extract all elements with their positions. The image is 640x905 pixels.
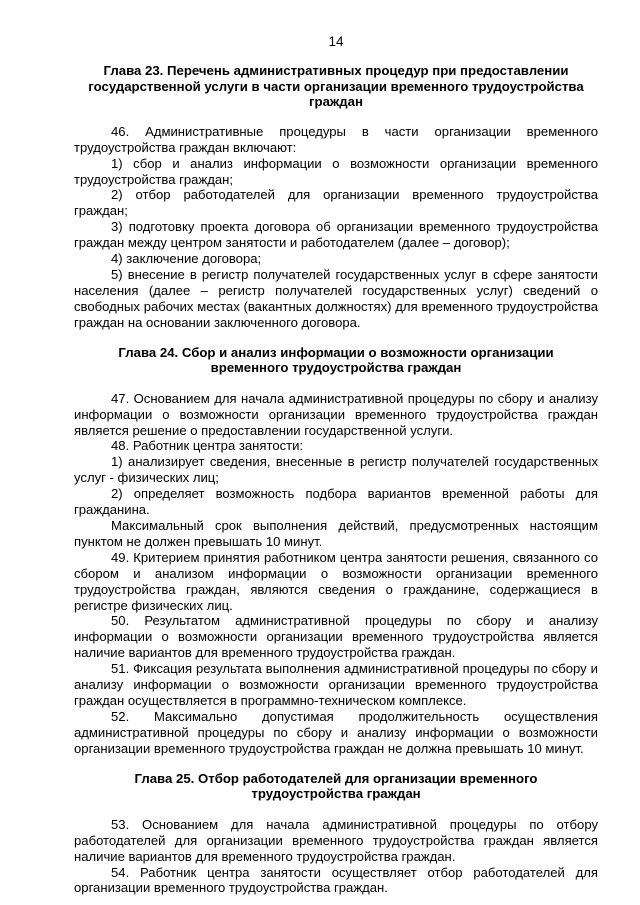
paragraph: 1) сбор и анализ информации о возможности организации временного трудоустройства граждан; <box>74 155 598 187</box>
paragraph: 1) анализирует сведения, внесенные в регистр получателей государственных услуг - физических лиц; <box>74 454 598 486</box>
document-page <box>74 34 598 896</box>
paragraph: 4) заключение договора; <box>111 251 262 267</box>
paragraph: 54. Работник центра занятости осуществляет отбор работодателей для организации временного трудоустройства граждан. <box>74 864 598 896</box>
paragraph: 46. Административные процедуры в части организации временного трудоустройства граждан включают: <box>74 123 598 155</box>
paragraph: 2) определяет возможность подбора вариантов временной работы для гражданина. <box>74 486 598 518</box>
paragraph: 53. Основанием для начала административной процедуры по отбору работодателей для организации временного трудоустройства граждан является наличие вариантов для временного трудоустройства граждан. <box>74 816 598 864</box>
page-number: 14 <box>328 34 344 49</box>
chapter-23-heading: Глава 23. Перечень административных процедур при предоставлении государственной услуги в части организации временного трудоустройства граждан <box>88 63 584 110</box>
paragraph: 52. Максимально допустимая продолжительность осуществления административной процедуры по сбору и анализу информации о возможности организации временного трудоустройства граждан не должна превышать 10 минут. <box>74 708 598 756</box>
chapter-25-heading: Глава 25. Отбор работодателей для организации временного трудоустройства граждан <box>134 770 538 802</box>
paragraph: Максимальный срок выполнения действий, предусмотренных настоящим пунктом не должен превышать 10 минут. <box>74 518 598 549</box>
paragraph: 47. Основанием для начала административной процедуры по сбору и анализу информации о возможности организации временного трудоустройства граждан является решение о предоставлении государственной услуги. <box>74 390 598 438</box>
paragraph: 51. Фиксация результата выполнения административной процедуры по сбору и анализу информации о возможности организации временного трудоустройства граждан осуществляется в программно-техническом комплексе. <box>74 661 598 708</box>
paragraph: 5) внесение в регистр получателей государственных услуг в сфере занятости населения (далее – регистр получателей государственных услуг) сведений о свободных рабочих местах (вакантных должностях) для временного трудоустройства граждан на основании заключенного договора. <box>74 266 598 330</box>
paragraph: 48. Работник центра занятости: <box>111 438 304 454</box>
paragraph: 3) подготовку проекта договора об организации временного трудоустройства граждан между центром занятости и работодателем (далее – договор); <box>74 219 598 251</box>
paragraph: 49. Критерием принятия работником центра занятости решения, связанного со сбором и анализом информации о возможности организации временного трудоустройства граждан, являются сведения о гражданине, содержащиеся в регистре физических лиц. <box>74 549 598 613</box>
paragraph: 2) отбор работодателей для организации временного трудоустройства граждан; <box>74 187 598 219</box>
chapter-24-heading: Глава 24. Сбор и анализ информации о возможности организации временного трудоустройства граждан <box>118 344 554 376</box>
paragraph: 50. Результатом административной процедуры по сбору и анализу информации о возможности организации временного трудоустройства является наличие вариантов для временного трудоустройства граждан. <box>74 613 598 661</box>
